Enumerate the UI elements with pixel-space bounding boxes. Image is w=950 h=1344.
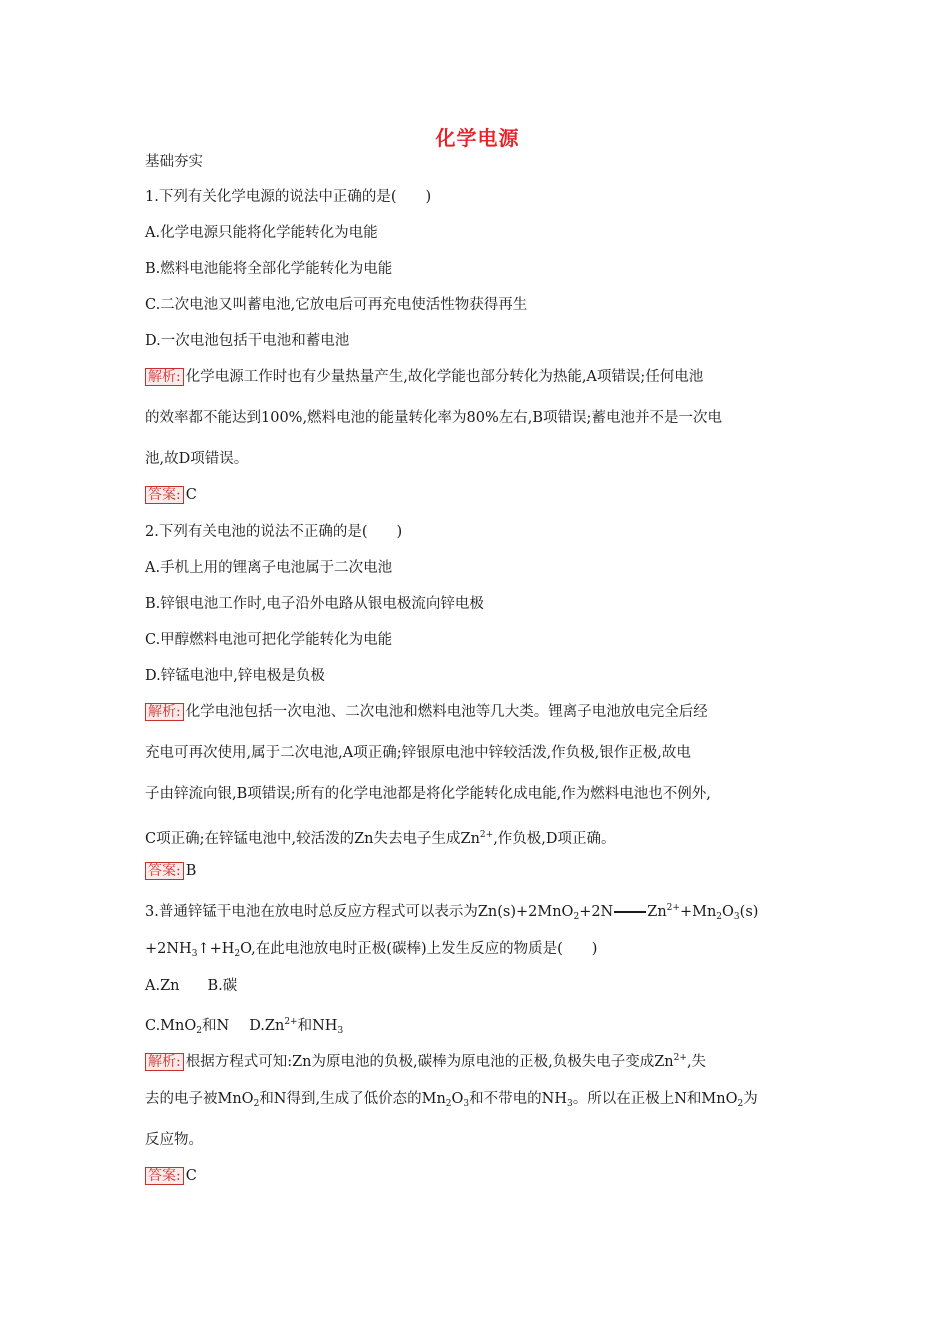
q3-analysis-line-1: 解析: 根据方程式可知:Zn为原电池的负极,碳棒为原电池的正极,负极失电子变成$Zn^{2+}$,失 [145, 1048, 706, 1072]
q2-analysis-line-2: 充电可再次使用,属于二次电池,A项正确;锌银原电池中锌较活泼,作负极,银作正极,故电 [145, 745, 691, 761]
q2-option-b: B.锌银电池工作时,电子沿外电路从银电极流向锌电极 [145, 596, 484, 612]
q1-option-a: A.化学电源只能将化学能转化为电能 [145, 225, 378, 241]
q1-analysis-line-1: 解析: 化学电源工作时也有少量热量产生,故化学能也部分转化为热能,A项错误;任何电池 [145, 367, 703, 387]
q2-option-a: A.手机上用的锂离子电池属于二次电池 [145, 560, 393, 576]
q1-analysis-line-2: 的效率都不能达到100%,燃料电池的能量转化率为80%左右,B项错误;蓄电池并不是一次电 [145, 410, 722, 426]
q3-analysis-line-2: 去的电子被MnO$_2$和N得到,生成了低价态的$Mn_2O_3$和不带电的$NH_3$。所以在正极上N和MnO$_2$为 [145, 1091, 758, 1109]
q1-stem: 1.下列有关化学电源的说法中正确的是( ) [145, 189, 432, 205]
analysis-tag: 解析: [145, 1053, 184, 1071]
section-heading: 基础夯实 [145, 154, 203, 170]
q2-analysis-line-4: C项正确;在锌锰电池中,较活泼的Zn失去电子生成$Zn^{2+}$,作负极,D项正确。 [145, 830, 616, 847]
q1-option-b: B.燃料电池能将全部化学能转化为电能 [145, 261, 393, 277]
q3-options-ab: A.Zn B.碳 [145, 978, 238, 994]
q1-option-c: C.二次电池又叫蓄电池,它放电后可再充电使活性物获得再生 [145, 297, 528, 313]
page-title: 化学电源 [435, 126, 520, 150]
q3-options-cd: C.MnO$_2$和N $D.Zn^{2+}$和$NH_3$ [145, 1017, 344, 1036]
q2-stem: 2.下列有关电池的说法不正确的是( ) [145, 524, 403, 540]
q1-answer: 答案: C [145, 485, 197, 505]
analysis-tag: 解析: [145, 368, 184, 386]
answer-tag: 答案: [145, 862, 184, 880]
answer-tag: 答案: [145, 1167, 184, 1185]
q1-option-d: D.一次电池包括干电池和蓄电池 [145, 333, 350, 349]
q2-option-c: C.甲醇燃料电池可把化学能转化为电能 [145, 632, 393, 648]
q2-option-d: D.锌锰电池中,锌电极是负极 [145, 668, 325, 684]
equation-equals-sign [614, 911, 646, 913]
answer-tag: 答案: [145, 486, 184, 504]
q3-analysis-line-3: 反应物。 [145, 1132, 203, 1148]
q1-analysis-line-3: 池,故D项错误。 [145, 451, 249, 467]
q2-analysis-line-1: 解析: 化学电池包括一次电池、二次电池和燃料电池等几大类。锂离子电池放电完全后经 [145, 702, 708, 722]
q3-stem-line-1: 3.普通锌锰干电池在放电时总反应方程式可以表示为Zn(s)+2MnO$_2$+2N $Zn^{2+}+Mn_2O_3(s)$ [145, 903, 759, 922]
q3-answer: 答案: C [145, 1166, 197, 1186]
q2-answer: 答案: B [145, 861, 196, 881]
q3-stem-line-2: $+2NH_3↑+H_2O$,在此电池放电时正极(碳棒)上发生反应的物质是( ) [145, 941, 598, 959]
q2-analysis-line-3: 子由锌流向银,B项错误;所有的化学电池都是将化学能转化成电能,作为燃料电池也不例外, [145, 786, 711, 802]
analysis-tag: 解析: [145, 703, 184, 721]
